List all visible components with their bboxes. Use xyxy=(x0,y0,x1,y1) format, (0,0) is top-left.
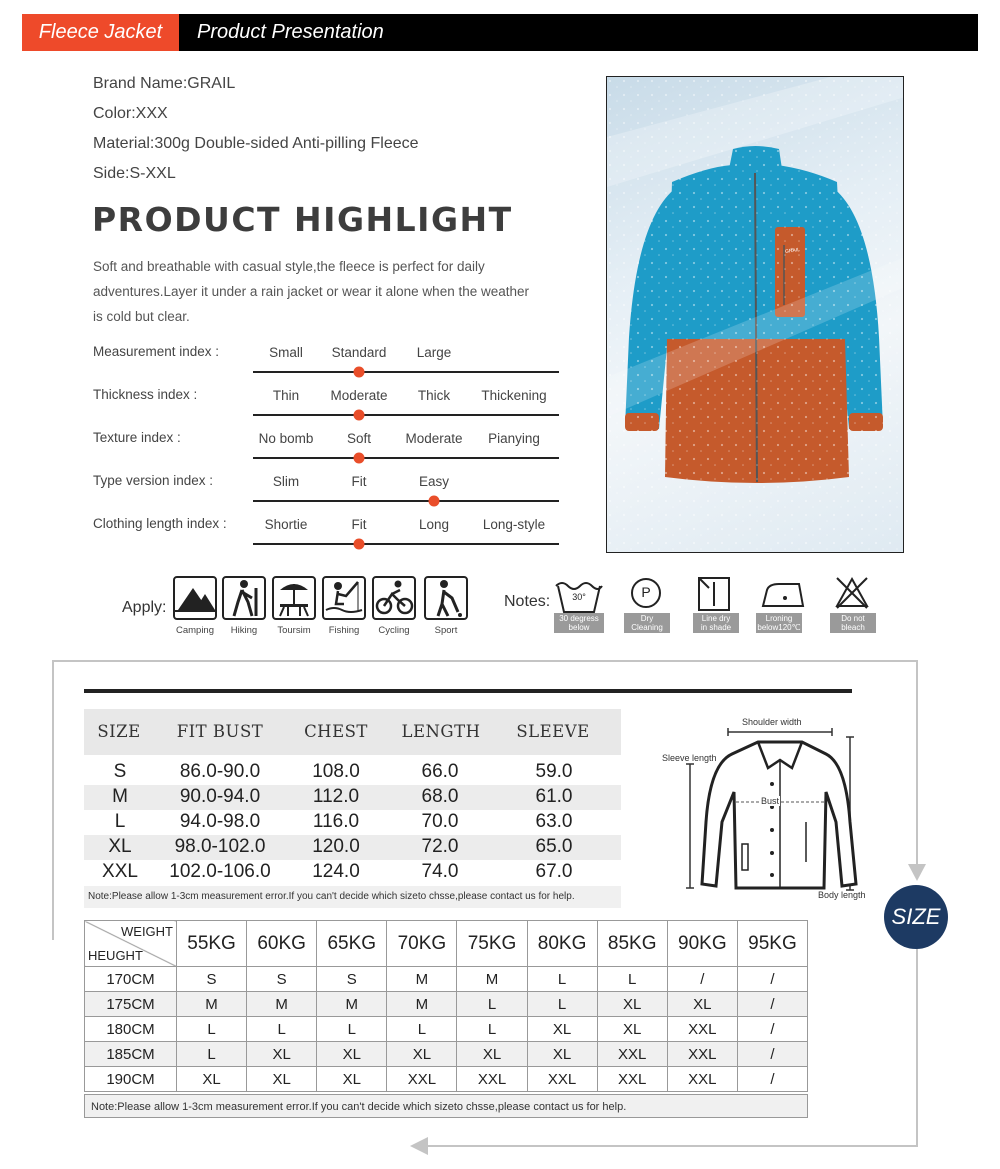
recommended-size-cell: XXL xyxy=(667,1017,737,1042)
activity-label: Cycling xyxy=(378,625,410,636)
index-option: Thick xyxy=(417,388,451,403)
size-cell: S xyxy=(113,761,127,782)
size-cell: 108.0 xyxy=(312,761,360,782)
recommended-size-cell: L xyxy=(457,992,527,1017)
recommended-size-cell: M xyxy=(317,992,387,1017)
recommended-size-cell: XL xyxy=(387,1042,457,1067)
height-cell: 185CM xyxy=(85,1042,177,1067)
recommended-size-cell: XXL xyxy=(667,1042,737,1067)
size-cell: 72.0 xyxy=(421,836,459,857)
recommended-size-cell: XL xyxy=(317,1067,387,1092)
recommended-size-cell: L xyxy=(317,1017,387,1042)
tent-icon xyxy=(173,576,217,620)
size-row xyxy=(84,785,621,810)
spec-material: Material:300g Double-sided Anti-pilling Fleece xyxy=(93,135,419,152)
care-caption-line1: Do not xyxy=(841,614,865,623)
size-cell: 86.0-90.0 xyxy=(179,761,261,782)
size-header-size: SIZE xyxy=(97,722,141,741)
recommended-size-cell: L xyxy=(597,967,667,992)
care-caption-line1: 30 degress xyxy=(559,614,599,623)
size-cell: L xyxy=(114,811,126,832)
index-scale-line xyxy=(253,500,559,502)
recommended-size-cell: XXL xyxy=(597,1042,667,1067)
weight-label: WEIGHT xyxy=(121,924,173,939)
index-label: Texture index : xyxy=(93,430,181,445)
care-caption xyxy=(624,613,670,633)
size-cell: 116.0 xyxy=(312,811,360,832)
weight-header-cell: 60KG xyxy=(247,921,317,967)
size-header-fit-bust: FIT BUST xyxy=(176,722,264,741)
dry-clean-icon xyxy=(626,576,666,612)
recommended-size-cell: XL xyxy=(667,992,737,1017)
shoulder-width-label: Shoulder width xyxy=(742,717,802,727)
recommended-size-cell: XL xyxy=(457,1042,527,1067)
index-option: Long xyxy=(418,517,450,532)
recommended-size-cell: M xyxy=(457,967,527,992)
weight-row xyxy=(85,967,808,992)
recommended-size-cell: L xyxy=(527,992,597,1017)
size-row xyxy=(84,810,621,835)
weight-table-note: Note:Please allow 1-3cm measurement error.If you can't decide which sizeto chsse,please contact us for help. xyxy=(84,1094,808,1118)
iron-icon xyxy=(758,576,808,612)
index-option: Long-style xyxy=(482,517,546,532)
size-badge: SIZE xyxy=(884,885,948,949)
recommended-size-cell: XXL xyxy=(457,1067,527,1092)
size-cell: 67.0 xyxy=(535,861,573,882)
weight-header-cell: 55KG xyxy=(177,921,247,967)
care-caption-line1: Lroning xyxy=(765,614,793,623)
recommended-size-cell: L xyxy=(247,1017,317,1042)
index-option: No bomb xyxy=(258,431,314,446)
size-cell: 94.0-98.0 xyxy=(179,811,261,832)
apply-label: Apply: xyxy=(122,599,167,616)
recommended-size-cell: L xyxy=(457,1017,527,1042)
recommended-size-cell: XXL xyxy=(387,1067,457,1092)
recommended-size-cell: / xyxy=(737,1017,807,1042)
care-caption xyxy=(756,613,802,633)
recommended-size-cell: XL xyxy=(317,1042,387,1067)
index-option: Moderate xyxy=(330,388,388,403)
index-selected-dot xyxy=(354,410,365,421)
weight-header-cell: 65KG xyxy=(317,921,387,967)
size-cell: M xyxy=(112,786,128,807)
index-option: Fit xyxy=(351,474,367,489)
activity-label: Hiking xyxy=(230,625,258,636)
spec-sizes: Side:S-XXL xyxy=(93,165,176,182)
picnic-icon xyxy=(272,576,316,620)
activity-label: Sport xyxy=(434,625,458,636)
hiker-icon xyxy=(222,576,266,620)
recommended-size-cell: XL xyxy=(527,1042,597,1067)
weight-header-cell: 85KG xyxy=(597,921,667,967)
recommended-size-cell: XL xyxy=(597,992,667,1017)
care-caption-line2: below xyxy=(568,623,590,632)
index-selected-dot xyxy=(429,496,440,507)
size-row xyxy=(84,860,621,885)
recommended-size-cell: XXL xyxy=(597,1067,667,1092)
index-scale-line xyxy=(253,414,559,416)
sleeve-length-label: Sleeve length xyxy=(662,753,717,763)
index-label: Measurement index : xyxy=(93,344,220,359)
header-bar xyxy=(22,14,978,51)
arrow-down-icon xyxy=(906,864,928,882)
index-selected-dot xyxy=(354,453,365,464)
recommended-size-cell: M xyxy=(247,992,317,1017)
index-selected-dot xyxy=(354,367,365,378)
index-scale-line xyxy=(253,371,559,373)
size-row xyxy=(84,760,621,785)
index-option: Standard xyxy=(331,345,387,360)
jacket-logo: GRAIL xyxy=(784,246,801,256)
recommended-size-cell: L xyxy=(177,1042,247,1067)
fishing-icon xyxy=(322,576,366,620)
recommended-size-cell: S xyxy=(177,967,247,992)
activity-label: Toursim xyxy=(277,625,311,636)
size-cell: 63.0 xyxy=(535,811,573,832)
header-product-label: Fleece Jacket xyxy=(22,14,179,51)
line-dry-shade-icon xyxy=(695,576,733,612)
recommended-size-cell: / xyxy=(737,992,807,1017)
frame-bottom-line xyxy=(428,1145,918,1147)
care-symbol: 30° xyxy=(572,592,586,602)
index-label: Type version index : xyxy=(93,473,214,488)
size-cell: 61.0 xyxy=(535,786,573,807)
frame-left-line xyxy=(52,660,54,940)
weight-row xyxy=(85,1042,808,1067)
weight-row xyxy=(85,992,808,1017)
recommended-size-cell: / xyxy=(737,967,807,992)
spec-brand: Brand Name:GRAIL xyxy=(93,75,236,92)
size-cell: XL xyxy=(108,836,132,857)
recommended-size-cell: M xyxy=(387,967,457,992)
height-label: HEUGHT xyxy=(88,948,143,963)
care-caption xyxy=(554,613,604,633)
index-scale-line xyxy=(253,457,559,459)
size-cell: 102.0-106.0 xyxy=(169,861,271,882)
recommended-size-cell: / xyxy=(667,967,737,992)
recommended-size-cell: XL xyxy=(247,1042,317,1067)
care-caption xyxy=(693,613,739,633)
size-cell: 112.0 xyxy=(312,786,360,807)
no-bleach-icon xyxy=(832,576,872,612)
frame-right-lower-line xyxy=(916,948,918,1146)
recommended-size-cell: XL xyxy=(597,1017,667,1042)
index-scale-line xyxy=(253,543,559,545)
size-cell: 74.0 xyxy=(421,861,459,882)
height-cell: 170CM xyxy=(85,967,177,992)
size-cell: 68.0 xyxy=(421,786,459,807)
recommended-size-cell: XL xyxy=(527,1017,597,1042)
weight-header-cell: 70KG xyxy=(387,921,457,967)
height-cell: 175CM xyxy=(85,992,177,1017)
index-option: Soft xyxy=(346,431,372,446)
size-cell: 124.0 xyxy=(312,861,360,882)
frame-top-line xyxy=(52,660,918,662)
recommended-size-cell: S xyxy=(247,967,317,992)
index-selected-dot xyxy=(354,539,365,550)
index-option: Thickening xyxy=(481,388,547,403)
size-header-length: LENGTH xyxy=(401,722,481,741)
care-caption-line2: in shade xyxy=(700,623,732,632)
care-symbol: P xyxy=(641,584,651,600)
index-label: Clothing length index : xyxy=(93,516,227,531)
recommended-size-cell: M xyxy=(177,992,247,1017)
size-header-sleeve: SLEEVE xyxy=(516,722,590,741)
size-cell: 98.0-102.0 xyxy=(174,836,266,857)
recommended-size-cell: XXL xyxy=(667,1067,737,1092)
header-section-title: Product Presentation xyxy=(197,21,384,43)
size-cell: XXL xyxy=(102,861,138,882)
size-cell: 59.0 xyxy=(535,761,573,782)
index-option: Slim xyxy=(272,474,300,489)
recommended-size-cell: / xyxy=(737,1067,807,1092)
index-option: Pianying xyxy=(488,431,540,446)
notes-label: Notes: xyxy=(504,593,551,610)
activity-label: Camping xyxy=(175,625,215,636)
size-cell: 90.0-94.0 xyxy=(179,786,261,807)
wash-30-icon xyxy=(554,576,604,612)
highlight-title: PRODUCT HIGHLIGHT xyxy=(92,200,513,239)
size-table-note: Note:Please allow 1-3cm measurement error.If you can't decide which sizeto chsse,please contact us for help. xyxy=(84,886,621,908)
size-cell: 65.0 xyxy=(535,836,573,857)
care-caption-line1: Line dry xyxy=(701,614,731,623)
recommended-size-cell: S xyxy=(317,967,387,992)
recommended-size-cell: L xyxy=(387,1017,457,1042)
weight-header-cell: 95KG xyxy=(737,921,807,967)
weight-header-cell: 75KG xyxy=(457,921,527,967)
index-option: Thin xyxy=(272,388,300,403)
recommended-size-cell: M xyxy=(387,992,457,1017)
recommended-size-cell: XL xyxy=(247,1067,317,1092)
size-header-chest: CHEST xyxy=(304,722,368,741)
index-option: Small xyxy=(269,345,303,360)
bust-label: Bust xyxy=(761,796,780,806)
index-option: Fit xyxy=(351,517,367,532)
size-cell: 66.0 xyxy=(421,761,459,782)
cycling-icon xyxy=(372,576,416,620)
index-option: Moderate xyxy=(405,431,463,446)
weight-header-cell: 80KG xyxy=(527,921,597,967)
recommended-size-cell: L xyxy=(527,967,597,992)
size-section-bar xyxy=(84,689,852,693)
frame-right-line xyxy=(916,660,918,866)
height-cell: 190CM xyxy=(85,1067,177,1092)
spec-color: Color:XXX xyxy=(93,105,168,122)
care-caption-line1: Dry xyxy=(640,614,654,623)
recommended-size-cell: / xyxy=(737,1042,807,1067)
highlight-description: Soft and breathable with casual style,the fleece is perfect for daily adventures.Layer it under a rain jacket or wear it alone when the weather is cold but clear. xyxy=(93,259,530,324)
index-label: Thickness index : xyxy=(93,387,198,402)
golf-icon xyxy=(424,576,468,620)
care-caption-line2: bleach xyxy=(841,623,865,632)
weight-header-cell: 90KG xyxy=(667,921,737,967)
size-row xyxy=(84,835,621,860)
care-caption-line2: Cleaning xyxy=(631,623,663,632)
arrow-left-icon xyxy=(410,1137,430,1157)
recommended-size-cell: L xyxy=(177,1017,247,1042)
weight-height-table xyxy=(84,920,808,1092)
weight-row xyxy=(85,1017,808,1042)
index-option: Easy xyxy=(418,474,450,489)
body-length-label: Body length xyxy=(818,890,866,900)
product-photo xyxy=(606,76,904,553)
index-option: Large xyxy=(416,345,452,360)
care-caption xyxy=(830,613,876,633)
recommended-size-cell: XL xyxy=(177,1067,247,1092)
activity-label: Fishing xyxy=(328,625,360,636)
size-cell: 70.0 xyxy=(421,811,459,832)
weight-header-row xyxy=(85,921,808,967)
height-cell: 180CM xyxy=(85,1017,177,1042)
measurement-diagram xyxy=(650,712,880,902)
weight-row xyxy=(85,1067,808,1092)
care-caption-line2: below120℃ xyxy=(757,623,801,632)
recommended-size-cell: XXL xyxy=(527,1067,597,1092)
weight-height-corner xyxy=(85,921,177,967)
size-cell: 120.0 xyxy=(312,836,360,857)
index-option: Shortie xyxy=(264,517,308,532)
